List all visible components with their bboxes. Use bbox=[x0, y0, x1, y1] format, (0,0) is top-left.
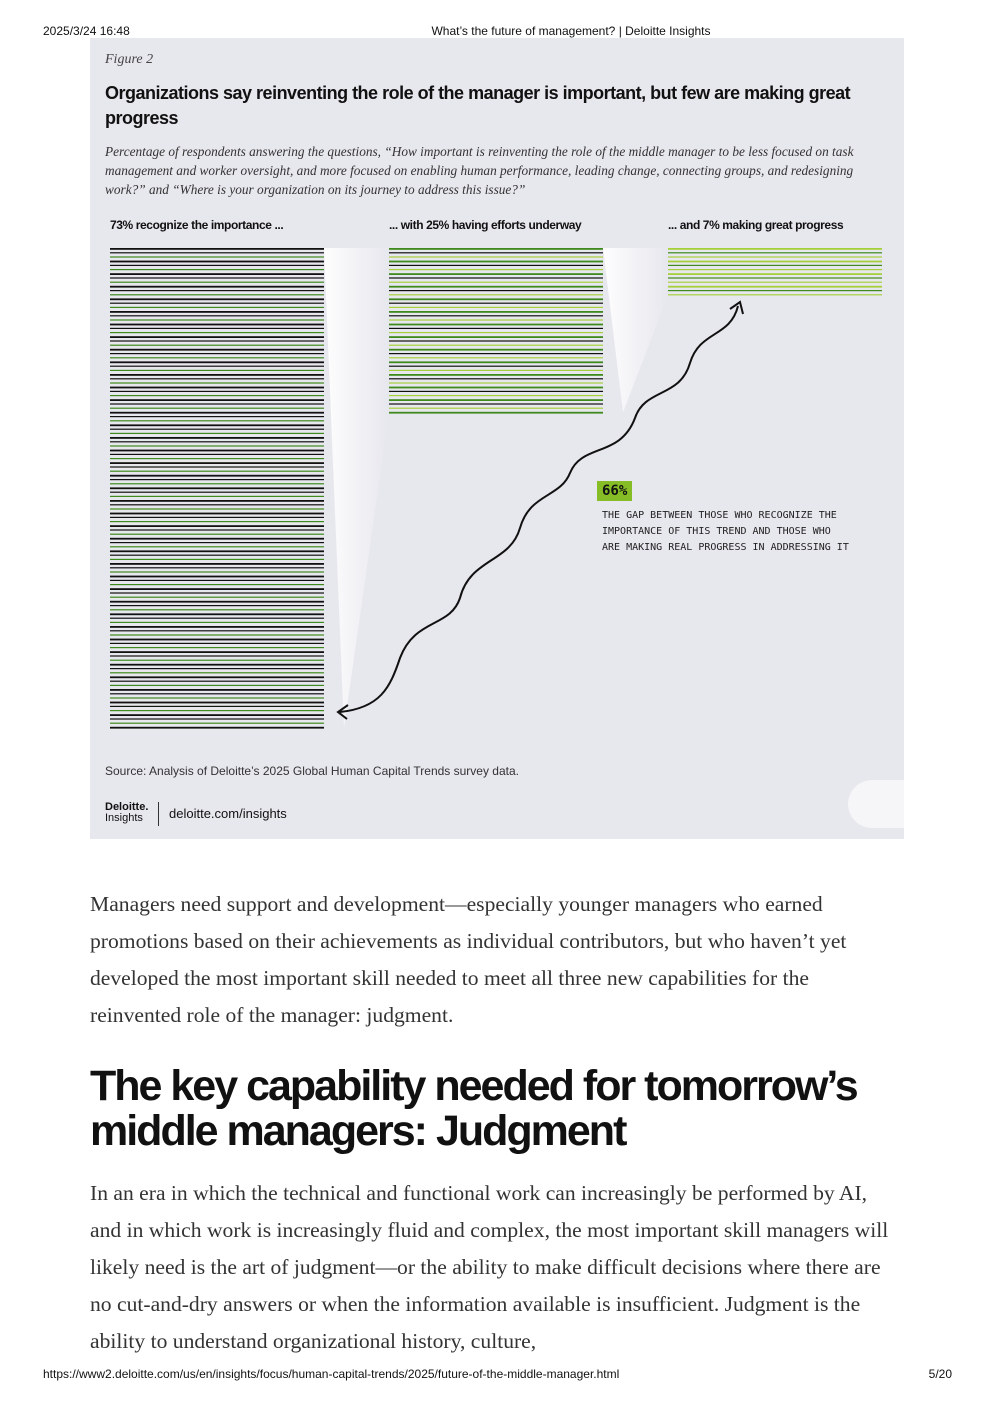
bar-stripe bbox=[110, 605, 324, 606]
gap-value-badge: 66% bbox=[597, 481, 632, 501]
bar-stripe bbox=[389, 256, 603, 257]
section-heading: The key capability needed for tomorrow’s middle managers: Judgment bbox=[90, 1062, 857, 1155]
brand-divider bbox=[158, 802, 159, 826]
bar-stripe bbox=[110, 294, 324, 295]
figure-label: Figure 2 bbox=[105, 52, 154, 67]
bar-stripe bbox=[389, 349, 603, 351]
bar-stripe bbox=[110, 433, 324, 434]
bar-stripe bbox=[110, 374, 324, 376]
print-datetime: 2025/3/24 16:48 bbox=[43, 24, 130, 38]
bar-stripe bbox=[110, 676, 324, 678]
column-label-progress: ... and 7% making great progress bbox=[668, 218, 844, 232]
bar-stripe bbox=[110, 664, 324, 666]
bar-stripe bbox=[110, 622, 324, 623]
bar-stripe bbox=[110, 546, 324, 547]
bar-stripe bbox=[110, 567, 324, 568]
bar-stripe bbox=[110, 634, 324, 635]
bar-stripe bbox=[110, 723, 324, 724]
bar-stripe bbox=[389, 361, 603, 363]
bar-stripe bbox=[110, 483, 324, 484]
deloitte-logo bbox=[105, 802, 148, 824]
bar-stripe bbox=[110, 307, 324, 308]
bar-stripe bbox=[110, 437, 324, 439]
bar-stripe bbox=[110, 458, 324, 459]
bar-stripe bbox=[110, 445, 324, 446]
bar-stripe bbox=[110, 706, 324, 707]
bar-stripe bbox=[389, 374, 603, 376]
bar-stripe bbox=[110, 319, 324, 320]
bar-stripe bbox=[668, 290, 882, 291]
bar-stripe bbox=[389, 324, 603, 326]
funnel-connector bbox=[603, 248, 668, 412]
bar-stripe bbox=[110, 672, 324, 673]
bar-stripe bbox=[110, 336, 324, 338]
bar-stripe bbox=[110, 349, 324, 351]
bar-stripe bbox=[668, 256, 882, 257]
bar-stripe bbox=[110, 517, 324, 518]
bar-stripe bbox=[389, 332, 603, 333]
gap-annotation: THE GAP BETWEEN THOSE WHO RECOGNIZE THE IMPORTANCE OF THIS TREND AND THOSE WHO ARE MAKING REAL PROGRESS IN ADDRESSING IT bbox=[602, 510, 849, 553]
bar-stripe bbox=[110, 416, 324, 417]
brand-url: deloitte.com/insights bbox=[169, 806, 287, 821]
gap-chart bbox=[90, 38, 904, 778]
body-paragraph: In an era in which the technical and functional work can increasingly be performed by AI, and in which work is increasingly fluid and complex, the most important skill managers will likely need is the art of judgment—or the ability to make difficult decisions where there are no cut-and-dry answers or when the information available is insufficient. Judgment is the ability to understand organizational history, culture, bbox=[90, 1181, 889, 1353]
bar-stripe bbox=[110, 618, 324, 619]
bar-stripe bbox=[389, 345, 603, 346]
bar-stripe bbox=[389, 294, 603, 295]
bar-stripe bbox=[110, 504, 324, 505]
bar-stripe bbox=[668, 294, 882, 295]
bar-stripe bbox=[389, 336, 603, 338]
bar-stripe bbox=[110, 597, 324, 598]
bar-stripe bbox=[110, 277, 324, 278]
bar-stripe bbox=[110, 500, 324, 502]
bar-stripe bbox=[110, 584, 324, 585]
bar-stripe bbox=[110, 592, 324, 593]
bar-stripe bbox=[389, 282, 603, 283]
bar-stripe bbox=[110, 513, 324, 515]
bar-stripe bbox=[389, 328, 603, 329]
bar-stripe bbox=[389, 357, 603, 358]
bar-stripe bbox=[110, 290, 324, 291]
bar-stripe bbox=[110, 609, 324, 610]
bar-stripe bbox=[110, 681, 324, 682]
figure-2 bbox=[90, 38, 904, 839]
bar-stripe bbox=[110, 391, 324, 392]
bar-stripe bbox=[110, 555, 324, 556]
bar-stripe bbox=[110, 408, 324, 409]
bar-stripe bbox=[110, 298, 324, 300]
bar-stripe bbox=[110, 303, 324, 304]
bar-stripe bbox=[110, 429, 324, 430]
bar-stripe bbox=[110, 580, 324, 581]
bar-stripe bbox=[110, 395, 324, 396]
bar-stripe bbox=[110, 471, 324, 472]
bar-stripe bbox=[110, 651, 324, 653]
bar-stripe bbox=[389, 303, 603, 304]
bar-stripe bbox=[110, 286, 324, 288]
print-footer bbox=[0, 1367, 992, 1383]
bar-stripe bbox=[389, 290, 603, 291]
bar-stripe bbox=[110, 454, 324, 455]
bar-stripe bbox=[668, 261, 882, 263]
bar-stripe bbox=[110, 403, 324, 404]
bar-stripe bbox=[110, 668, 324, 669]
bar-stripe bbox=[389, 252, 603, 253]
bar-stripe bbox=[110, 660, 324, 661]
bar-stripe bbox=[110, 588, 324, 590]
bar-stripe bbox=[389, 391, 603, 392]
bar-stripe bbox=[389, 273, 603, 275]
bar-stripe bbox=[110, 496, 324, 497]
bar-stripe bbox=[110, 697, 324, 698]
bar-stripe bbox=[389, 311, 603, 313]
bar-stripe bbox=[668, 248, 882, 250]
bar-stripe bbox=[110, 378, 324, 379]
bar-stripe bbox=[389, 319, 603, 320]
print-url: https://www2.deloitte.com/us/en/insights/focus/human-capital-trends/2025/future-of-the-middle-manager.html bbox=[43, 1367, 620, 1381]
bar-stripe bbox=[389, 261, 603, 263]
bar-stripe bbox=[110, 269, 324, 270]
bar-stripe bbox=[110, 265, 324, 266]
bar-stripe bbox=[110, 525, 324, 527]
bar-stripe bbox=[110, 332, 324, 333]
bar-stripe bbox=[110, 424, 324, 426]
bar-stripe bbox=[110, 639, 324, 641]
bar-stripe bbox=[389, 370, 603, 371]
bar-stripe bbox=[110, 559, 324, 560]
bar-stripe bbox=[110, 685, 324, 686]
bar-stripe bbox=[389, 412, 603, 414]
bar-stripe bbox=[389, 403, 603, 404]
bar-stripe bbox=[110, 315, 324, 316]
bar-stripe bbox=[110, 466, 324, 467]
bar-stripe bbox=[110, 693, 324, 694]
bar-stripe bbox=[110, 508, 324, 509]
bar-2 bbox=[389, 248, 603, 414]
bar-stripe bbox=[668, 273, 882, 275]
bar-stripe bbox=[110, 714, 324, 716]
brand-sub: Insights bbox=[105, 812, 143, 824]
brand-name: Deloitte. bbox=[105, 801, 149, 813]
bar-stripe bbox=[110, 643, 324, 644]
bar-stripe bbox=[389, 340, 603, 341]
bar-stripe bbox=[110, 613, 324, 615]
bar-stripe bbox=[389, 248, 603, 250]
bar-stripe bbox=[110, 340, 324, 341]
bar-stripe bbox=[110, 475, 324, 477]
bar-stripe bbox=[110, 542, 324, 543]
print-page-title: What’s the future of management? | Deloitte Insights bbox=[431, 24, 711, 38]
bar-stripe bbox=[110, 382, 324, 383]
bar-stripe bbox=[110, 534, 324, 535]
bar-stripe bbox=[110, 399, 324, 401]
bar-stripe bbox=[110, 282, 324, 283]
bar-stripe bbox=[668, 269, 882, 270]
bar-stripe bbox=[110, 311, 324, 313]
bar-stripe bbox=[110, 626, 324, 628]
bar-stripe bbox=[110, 492, 324, 493]
bar-stripe bbox=[389, 269, 603, 270]
bar-stripe bbox=[110, 601, 324, 603]
bar-stripe bbox=[110, 702, 324, 704]
bar-stripe bbox=[110, 655, 324, 656]
bar-stripe bbox=[389, 315, 603, 316]
bar-stripe bbox=[668, 286, 882, 288]
bar-3 bbox=[668, 248, 882, 295]
bar-stripe bbox=[389, 366, 603, 367]
bar-stripe bbox=[110, 256, 324, 257]
bar-stripe bbox=[110, 261, 324, 263]
bar-stripe bbox=[110, 357, 324, 358]
bar-stripe bbox=[389, 395, 603, 396]
bar-1 bbox=[110, 248, 324, 729]
print-page-number: 5/20 bbox=[928, 1367, 952, 1381]
bar-stripe bbox=[389, 382, 603, 383]
bar-stripe bbox=[110, 538, 324, 540]
bar-stripe bbox=[668, 252, 882, 253]
decorative-corner bbox=[848, 780, 904, 828]
bar-stripe bbox=[110, 529, 324, 530]
bar-stripe bbox=[110, 324, 324, 326]
bar-stripe bbox=[389, 408, 603, 409]
bar-stripe bbox=[110, 647, 324, 648]
bar-stripe bbox=[110, 345, 324, 346]
bar-stripe bbox=[110, 487, 324, 489]
bar-stripe bbox=[110, 571, 324, 572]
figure-subtitle: Percentage of respondents answering the questions, “How important is reinventing the role of the middle manager to be less focused on task management and worker oversight, and more focused on enabling human performance, leading change, connecting groups, and redesigning work?” and “Where is your organization on its journey to address this issue?” bbox=[105, 144, 854, 197]
bar-stripe bbox=[389, 307, 603, 308]
bar-stripe bbox=[389, 298, 603, 300]
bar-stripe bbox=[110, 689, 324, 691]
bar-stripe bbox=[110, 328, 324, 329]
bar-stripe bbox=[110, 366, 324, 367]
bar-stripe bbox=[110, 273, 324, 275]
bar-stripe bbox=[110, 710, 324, 711]
bar-stripe bbox=[668, 282, 882, 283]
bar-stripe bbox=[110, 479, 324, 480]
bar-stripe bbox=[389, 378, 603, 379]
bar-stripe bbox=[389, 399, 603, 401]
bar-stripe bbox=[110, 353, 324, 354]
figure-title: Organizations say reinventing the role of the manager is important, but few are making great progress bbox=[105, 83, 851, 128]
bar-stripe bbox=[389, 387, 603, 389]
bar-stripe bbox=[110, 441, 324, 442]
column-label-underway: ... with 25% having efforts underway bbox=[389, 218, 582, 232]
bar-stripe bbox=[110, 420, 324, 421]
bar-stripe bbox=[110, 563, 324, 565]
bar-stripe bbox=[110, 727, 324, 729]
bar-stripe bbox=[110, 630, 324, 631]
bar-stripe bbox=[389, 353, 603, 354]
bar-stripe bbox=[110, 387, 324, 389]
bar-stripe bbox=[389, 286, 603, 288]
bar-stripe bbox=[110, 521, 324, 522]
bar-stripe bbox=[110, 252, 324, 253]
funnel-connector bbox=[324, 248, 389, 728]
bar-stripe bbox=[110, 450, 324, 452]
bar-stripe bbox=[110, 576, 324, 578]
bar-stripe bbox=[110, 370, 324, 371]
bar-stripe bbox=[668, 277, 882, 278]
bar-stripe bbox=[110, 550, 324, 552]
bar-stripe bbox=[110, 412, 324, 414]
bar-stripe bbox=[110, 462, 324, 464]
figure-source: Source: Analysis of Deloitte’s 2025 Global Human Capital Trends survey data. bbox=[105, 764, 519, 778]
bar-stripe bbox=[110, 718, 324, 719]
bar-stripe bbox=[110, 248, 324, 250]
body-paragraph: Managers need support and development—especially younger managers who earned promotions based on their achievements as individual contributors, but who haven’t yet developed the most important skill needed to meet all three new capabilities for the reinvented role of the manager: judgment. bbox=[90, 892, 847, 1027]
column-label-recognize: 73% recognize the importance ... bbox=[110, 218, 284, 232]
bar-stripe bbox=[668, 265, 882, 266]
bar-stripe bbox=[389, 277, 603, 278]
bar-stripe bbox=[389, 265, 603, 266]
bar-stripe bbox=[110, 361, 324, 363]
